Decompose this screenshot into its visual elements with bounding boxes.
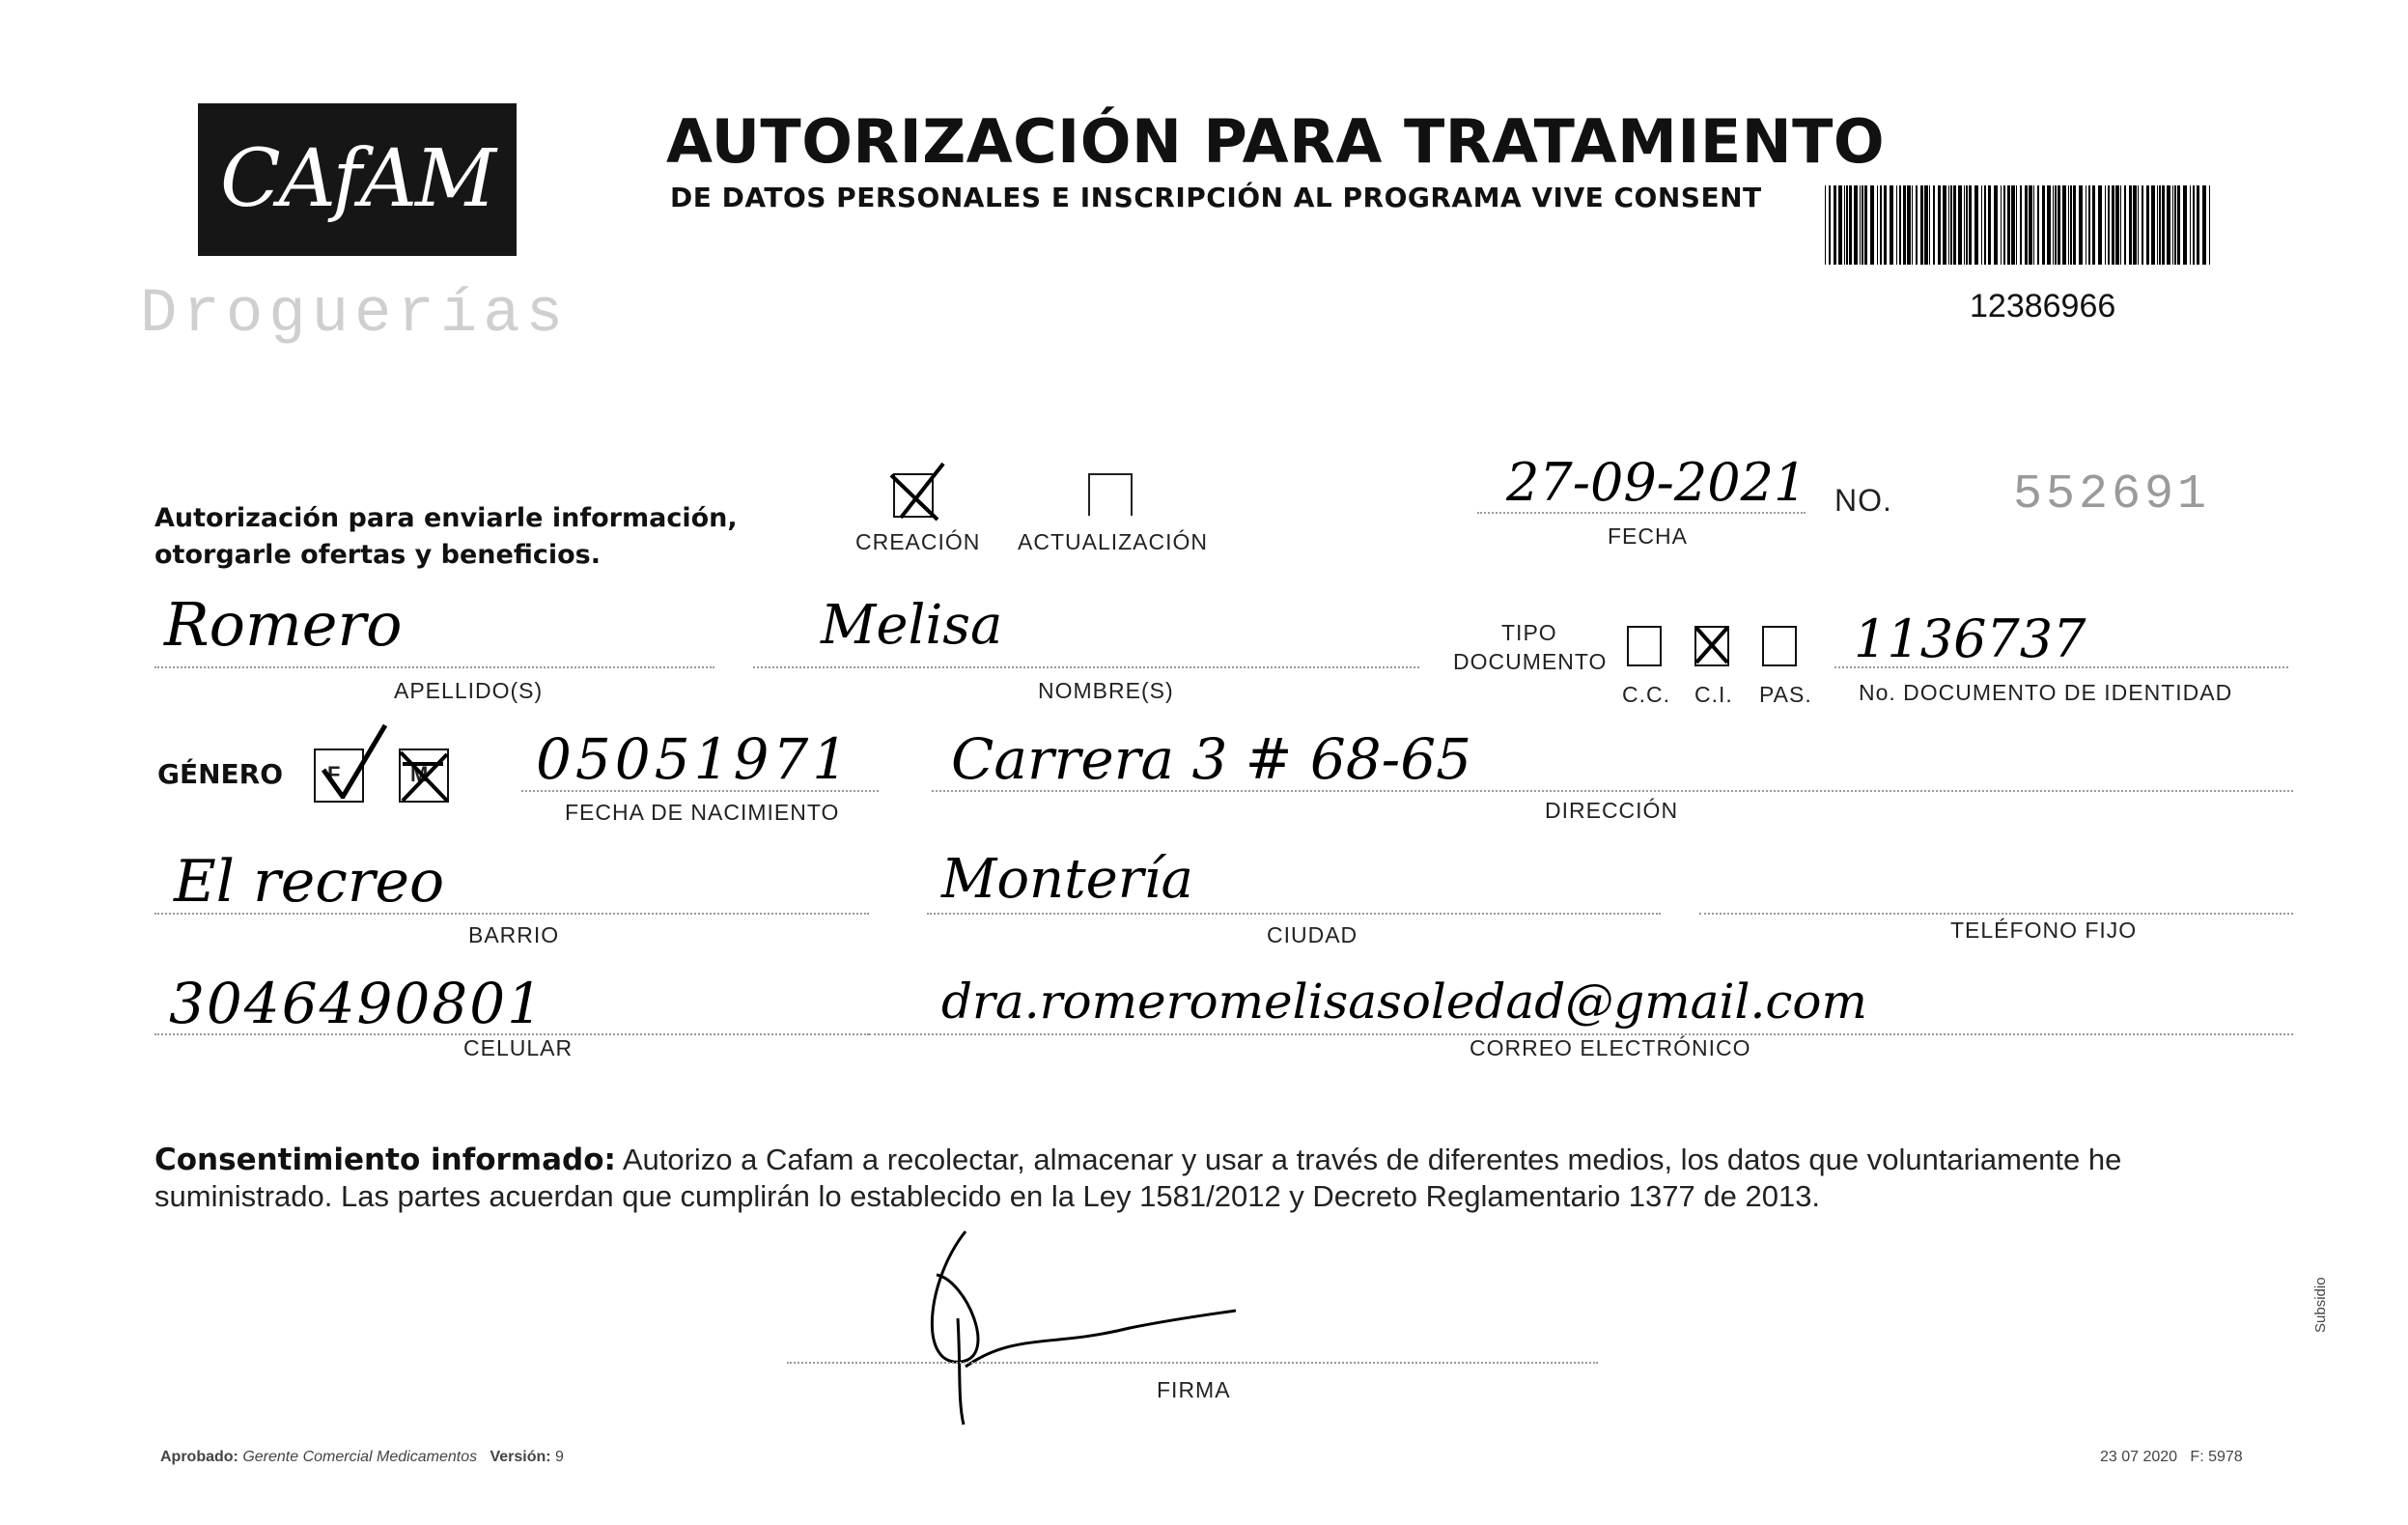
barcode-bar <box>1916 185 1918 265</box>
barcode-bar <box>2177 185 2180 265</box>
numero-label: NO. <box>1834 483 1892 518</box>
barcode-bar <box>1964 185 1965 265</box>
pas-checkbox[interactable] <box>1762 626 1797 666</box>
barcode-bar <box>2025 185 2028 265</box>
ci-label: C.I. <box>1694 682 1733 707</box>
logo-subtitle: Droguerías <box>140 280 570 350</box>
barcode-bar <box>1974 185 1978 265</box>
barcode-bar <box>1860 185 1861 265</box>
barcode-bar <box>2108 185 2110 265</box>
ciudad-value[interactable]: Montería <box>941 848 1193 911</box>
tipo-documento-label-1: TIPO <box>1501 620 1557 645</box>
barcode-bar <box>1948 185 1949 265</box>
barcode-bar <box>1994 185 1998 265</box>
genero-f-letter: F <box>327 762 342 786</box>
nombres-value[interactable]: Melisa <box>821 594 1003 657</box>
barcode-bar <box>2001 185 2002 265</box>
genero-m-letter: M <box>410 762 430 786</box>
genero-m-checkbox[interactable] <box>399 748 449 803</box>
creacion-checkbox[interactable] <box>893 473 934 518</box>
fecha-nacimiento-label: FECHA DE NACIMIENTO <box>565 800 840 825</box>
barcode-bar <box>2037 185 2039 265</box>
document-title: AUTORIZACIÓN PARA TRATAMIENTO <box>666 106 1886 177</box>
barcode-bar <box>1834 185 1836 265</box>
barcode-bar <box>1924 185 1928 265</box>
barcode-bar <box>1846 185 1848 265</box>
barcode-bar <box>2105 185 2106 265</box>
barcode-bar <box>2146 185 2149 265</box>
barcode-bar <box>1933 185 1935 265</box>
nombres-line <box>753 666 1419 668</box>
fecha-label: FECHA <box>1608 523 1688 549</box>
barcode-bar <box>1844 185 1845 265</box>
barcode-bar <box>2172 185 2173 265</box>
celular-value[interactable]: 3046490801 <box>169 971 546 1036</box>
documento-line <box>1834 666 2288 668</box>
barcode-bar <box>1984 185 1986 265</box>
actualizacion-checkbox[interactable] <box>1088 473 1133 516</box>
pas-label: PAS. <box>1759 682 1812 707</box>
consent-text: Autorizo a Cafam a recolectar, almacenar y usar a través de diferentes medios, los datos que voluntariamente he suministrado. Las partes acuerdan que cumplirán lo establecido en la Ley 1581/2012 y Decreto Reglamentario 1377 de 2013. <box>154 1143 2122 1213</box>
barcode <box>1825 185 2216 265</box>
barcode-bar <box>2029 185 2032 265</box>
barcode-bar <box>1877 185 1878 265</box>
barcode-bar <box>2088 185 2090 265</box>
barcode-bar <box>1880 185 1882 265</box>
barcode-bar <box>1988 185 1991 265</box>
barrio-label: BARRIO <box>468 922 560 947</box>
barcode-bar <box>2159 185 2161 265</box>
footer-code: F: 5978 <box>2190 1449 2243 1465</box>
ci-check-x-mark <box>1693 624 1731 666</box>
barcode-bar <box>2053 185 2054 265</box>
direccion-value[interactable]: Carrera 3 # 68-65 <box>951 726 1472 792</box>
barcode-bar <box>2138 185 2139 265</box>
barcode-bar <box>2197 185 2199 265</box>
barcode-bar <box>2070 185 2072 265</box>
barcode-bar <box>1838 185 1842 265</box>
footer-left <box>160 1449 564 1466</box>
barcode-bar <box>2047 185 2051 265</box>
barcode-bar <box>1899 185 1901 265</box>
tipo-documento-label-2: DOCUMENTO <box>1453 649 1608 674</box>
barcode-bar <box>2190 185 2191 265</box>
barcode-bar <box>2174 185 2176 265</box>
actualizacion-label: ACTUALIZACIÓN <box>1018 529 1209 554</box>
aprobado-value: Gerente Comercial Medicamentos <box>242 1449 478 1465</box>
intro-line-2: otorgarle ofertas y beneficios. <box>154 540 601 570</box>
barcode-bar <box>1920 185 1923 265</box>
barcode-bar <box>1829 185 1831 265</box>
barcode-bar <box>1870 185 1874 265</box>
footer-date: 23 07 2020 <box>2100 1449 2178 1465</box>
document-subtitle: DE DATOS PERSONALES E INSCRIPCIÓN AL PROGRAMA VIVE CONSENT <box>670 182 1762 213</box>
barrio-value[interactable]: El recreo <box>174 848 445 916</box>
fecha-line <box>1477 512 1806 514</box>
genero-check-mark <box>316 721 393 799</box>
cafam-logo <box>198 103 517 256</box>
barcode-bar <box>1958 185 1962 265</box>
barcode-bar <box>1966 185 1968 265</box>
firma-label: FIRMA <box>1157 1377 1231 1402</box>
barcode-bar <box>2079 185 2083 265</box>
consent-heading: Consentimiento informado: <box>154 1143 616 1177</box>
aprobado-label: Aprobado: <box>160 1449 238 1465</box>
documento-value[interactable]: 1136737 <box>1854 608 2086 669</box>
barcode-bar <box>1938 185 1941 265</box>
barcode-bar <box>2068 185 2069 265</box>
direccion-label: DIRECCIÓN <box>1545 798 1679 823</box>
barcode-bar <box>1929 185 1930 265</box>
barcode-bar <box>2209 185 2210 265</box>
barcode-bar <box>2042 185 2045 265</box>
barcode-bar <box>1849 185 1852 265</box>
barcode-bar <box>2167 185 2170 265</box>
correo-label: CORREO ELECTRÓNICO <box>1470 1035 1751 1060</box>
fecha-nacimiento-line <box>521 790 879 792</box>
genero-m-scribble <box>395 747 453 805</box>
barcode-bar <box>1825 185 1826 265</box>
ciudad-line <box>927 913 1661 915</box>
barcode-bar <box>2062 185 2066 265</box>
logo-brand-text: CAfAM <box>219 133 495 225</box>
barcode-bar <box>2202 185 2206 265</box>
barcode-bar <box>1950 185 1952 265</box>
apellidos-label: APELLIDO(S) <box>394 678 544 703</box>
barcode-bar <box>2092 185 2095 265</box>
barcode-bar <box>2016 185 2017 265</box>
cc-label: C.C. <box>1622 682 1670 707</box>
apellidos-line <box>154 666 714 668</box>
barcode-bar <box>2120 185 2121 265</box>
telefono-fijo-line <box>1699 913 2293 915</box>
barcode-bar <box>2124 185 2126 265</box>
ci-checkbox[interactable] <box>1694 626 1729 666</box>
check-x-mark <box>887 456 945 523</box>
fecha-nacimiento-value[interactable]: 05051971 <box>536 726 853 792</box>
barcode-bar <box>2033 185 2034 265</box>
barcode-bar <box>2003 185 2005 265</box>
barcode-bar <box>2142 185 2143 265</box>
barcode-bar <box>2112 185 2114 265</box>
version-label: Versión: <box>490 1449 551 1465</box>
barcode-bar <box>2193 185 2195 265</box>
barcode-bar <box>2151 185 2155 265</box>
barcode-bar <box>1862 185 1863 265</box>
barcode-bar <box>2098 185 2102 265</box>
celular-label: CELULAR <box>463 1035 574 1060</box>
barcode-bar <box>2073 185 2076 265</box>
intro-line-1: Autorización para enviarle información, <box>154 503 738 533</box>
correo-value[interactable]: dra.romeromelisasoledad@gmail.com <box>941 974 1867 1030</box>
barcode-bar <box>1912 185 1913 265</box>
barcode-bar <box>2007 185 2010 265</box>
barcode-bar <box>2055 185 2057 265</box>
barcode-bar <box>2011 185 2015 265</box>
nombres-label: NOMBRE(S) <box>1038 678 1174 703</box>
barcode-bar <box>1969 185 1972 265</box>
side-text: Subsidio <box>2312 1277 2329 1333</box>
barcode-bar <box>1896 185 1897 265</box>
numero-value: 552691 <box>2013 467 2211 522</box>
barcode-bar <box>1884 185 1887 265</box>
barcode-bar <box>2162 185 2165 265</box>
barcode-bar <box>2157 185 2158 265</box>
apellidos-value[interactable]: Romero <box>164 589 403 660</box>
direccion-line <box>932 790 2293 792</box>
barcode-bar <box>1903 185 1906 265</box>
barcode-number: 12386966 <box>1970 288 2116 325</box>
cc-checkbox[interactable] <box>1627 626 1662 666</box>
ciudad-label: CIUDAD <box>1267 922 1358 947</box>
authorization-intro <box>154 500 738 574</box>
barcode-bar <box>1943 185 1946 265</box>
barcode-bar <box>1854 185 1858 265</box>
barcode-bar <box>2058 185 2060 265</box>
barcode-bar <box>2115 185 2119 265</box>
barrio-line <box>154 913 869 915</box>
firma-line <box>787 1362 1598 1364</box>
barcode-bar <box>1907 185 1911 265</box>
genero-f-checkbox[interactable] <box>314 748 364 803</box>
telefono-fijo-label: TELÉFONO FIJO <box>1950 918 2138 943</box>
barcode-bar <box>1890 185 1893 265</box>
barcode-bar <box>2129 185 2132 265</box>
consent-paragraph <box>154 1142 2279 1215</box>
barcode-bar <box>1953 185 1956 265</box>
barcode-bar <box>1981 185 1982 265</box>
barcode-bar <box>2183 185 2187 265</box>
footer-right <box>2100 1449 2243 1466</box>
documento-label: No. DOCUMENTO DE IDENTIDAD <box>1859 680 2233 705</box>
barcode-bar <box>1864 185 1867 265</box>
barcode-bar <box>2133 185 2137 265</box>
genero-label: GÉNERO <box>157 758 284 790</box>
version-value: 9 <box>555 1449 564 1465</box>
creacion-label: CREACIÓN <box>855 529 981 554</box>
fecha-value[interactable]: 27-09-2021 <box>1506 452 1807 513</box>
barcode-bar <box>2020 185 2022 265</box>
